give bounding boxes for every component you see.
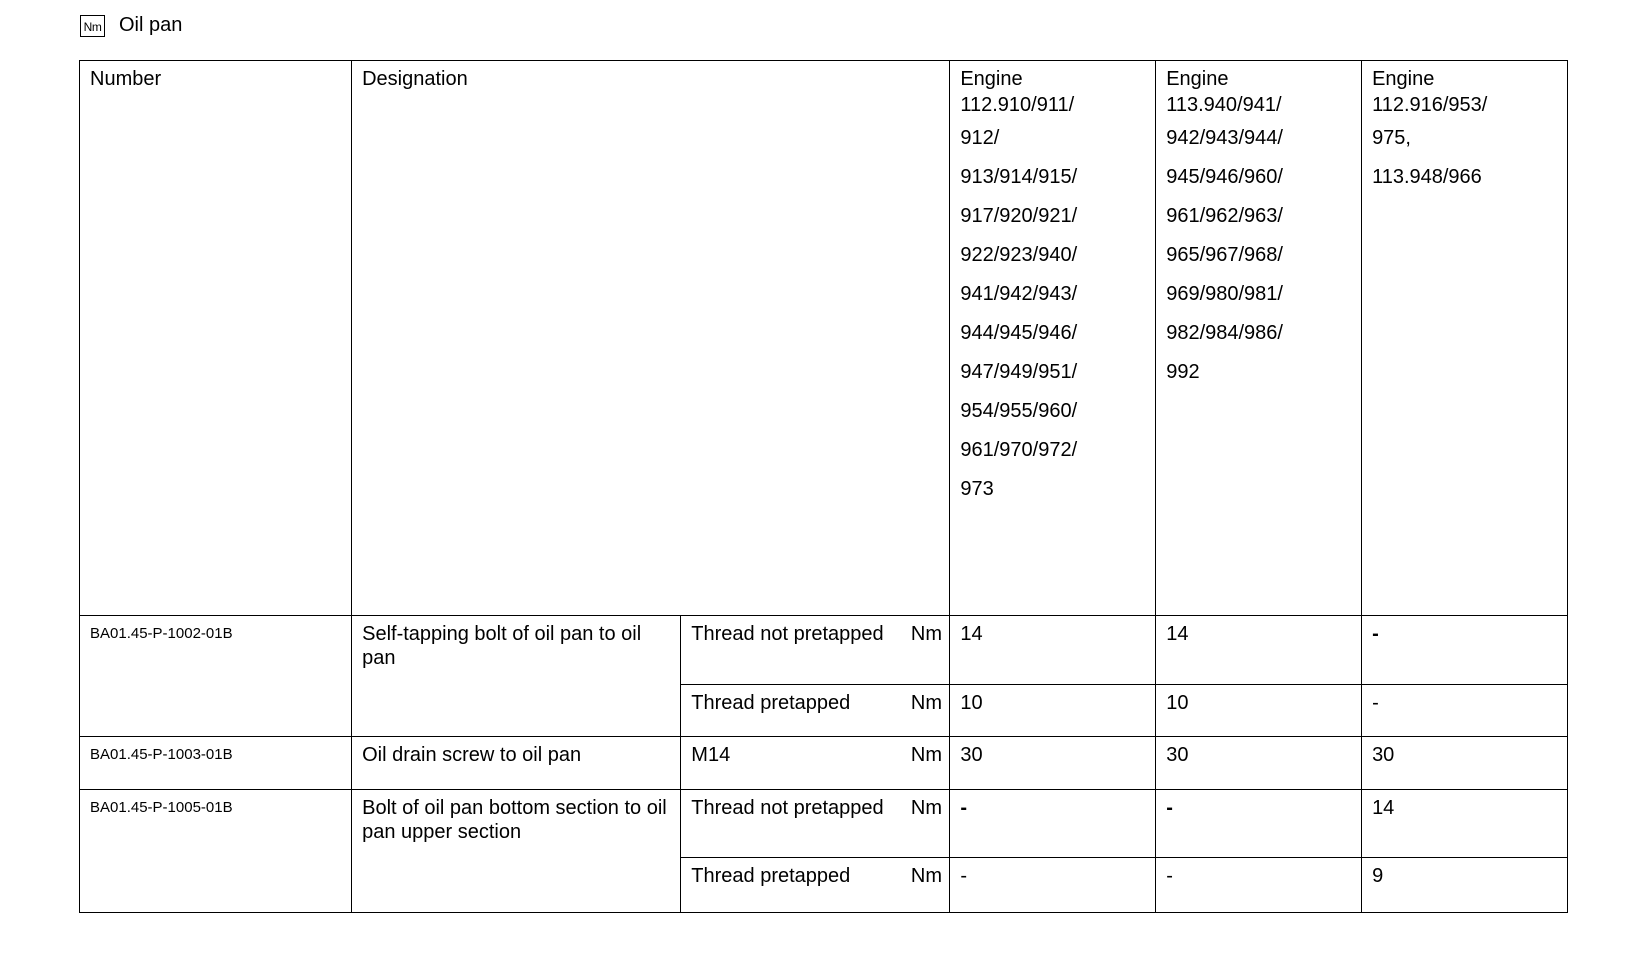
header-engine-2 [1156, 61, 1362, 616]
value-engine-2: - [1156, 790, 1362, 858]
condition: Thread not pretapped [681, 790, 901, 858]
value-engine-1: 10 [950, 685, 1156, 737]
condition: Thread pretapped [681, 685, 901, 737]
value-engine-3: 14 [1362, 790, 1568, 858]
value-engine-1: - [950, 858, 1156, 913]
engine-model: 941/942/943/ [960, 283, 1078, 305]
value-engine-3: - [1362, 616, 1568, 685]
value-engine-2: 10 [1156, 685, 1362, 737]
value-engine-2: 30 [1156, 737, 1362, 790]
value-engine-1: 30 [950, 737, 1156, 790]
designation: Oil drain screw to oil pan [352, 737, 681, 790]
value-engine-2: - [1156, 858, 1362, 913]
header-engine-3 [1362, 61, 1568, 616]
value-engine-2: 14 [1156, 616, 1362, 685]
value-engine-3: 9 [1362, 858, 1568, 913]
header-number: Number [80, 61, 352, 616]
engine-model: 982/984/986/ [1166, 322, 1283, 344]
unit: Nm [901, 737, 950, 790]
header-engine-1 [950, 61, 1156, 616]
engine-model: 922/923/940/ [960, 244, 1078, 266]
engine-model-list [1166, 91, 1351, 392]
value-engine-3: 30 [1362, 737, 1568, 790]
unit: Nm [901, 790, 950, 858]
engine-model: 944/945/946/ [960, 322, 1078, 344]
table-row [80, 616, 1568, 685]
engine-model: 975, [1372, 127, 1411, 149]
header-designation: Designation [352, 61, 950, 616]
condition: Thread not pretapped [681, 616, 901, 685]
engine-model: 112.916/953/ [1372, 94, 1488, 116]
engine-model: 992 [1166, 361, 1200, 383]
part-number: BA01.45-P-1003-01B [80, 737, 352, 790]
engine-model: 947/949/951/ [960, 361, 1078, 383]
table-row [80, 737, 1568, 790]
engine-label: Engine [1372, 68, 1435, 90]
engine-model: 973 [960, 478, 994, 500]
unit: Nm [901, 685, 950, 737]
value-engine-3: - [1362, 685, 1568, 737]
unit: Nm [901, 858, 950, 913]
engine-model: 917/920/921/ [960, 205, 1078, 227]
designation: Self-tapping bolt of oil pan to oil pan [352, 616, 681, 737]
engine-model: 913/914/915/ [960, 166, 1078, 188]
engine-model: 969/980/981/ [1166, 283, 1283, 305]
part-number: BA01.45-P-1005-01B [80, 790, 352, 913]
engine-model: 912/ [960, 127, 1000, 149]
engine-label: Engine [1166, 68, 1229, 90]
designation: Bolt of oil pan bottom section to oil pan upper section [352, 790, 681, 913]
condition: Thread pretapped [681, 858, 901, 913]
section-heading [80, 14, 182, 37]
value-engine-1: - [950, 790, 1156, 858]
header-row [80, 61, 1568, 616]
engine-label: Engine [960, 68, 1023, 90]
engine-model: 942/943/944/ [1166, 127, 1283, 149]
engine-model: 113.948/966 [1372, 166, 1482, 188]
condition: M14 [681, 737, 901, 790]
engine-model: 965/967/968/ [1166, 244, 1283, 266]
engine-model: 961/962/963/ [1166, 205, 1283, 227]
section-title: Oil pan [119, 14, 183, 36]
engine-model: 113.940/941/ [1166, 94, 1282, 116]
torque-spec-table [79, 60, 1568, 913]
table-row [80, 790, 1568, 858]
unit: Nm [901, 616, 950, 685]
engine-model: 961/970/972/ [960, 439, 1078, 461]
engine-model: 954/955/960/ [960, 400, 1078, 422]
torque-nm-icon: Nm [80, 15, 105, 37]
engine-model: 112.910/911/ [960, 94, 1075, 116]
value-engine-1: 14 [950, 616, 1156, 685]
engine-model: 945/946/960/ [1166, 166, 1283, 188]
engine-model-list [1372, 91, 1557, 197]
part-number: BA01.45-P-1002-01B [80, 616, 352, 737]
engine-model-list [960, 91, 1145, 509]
